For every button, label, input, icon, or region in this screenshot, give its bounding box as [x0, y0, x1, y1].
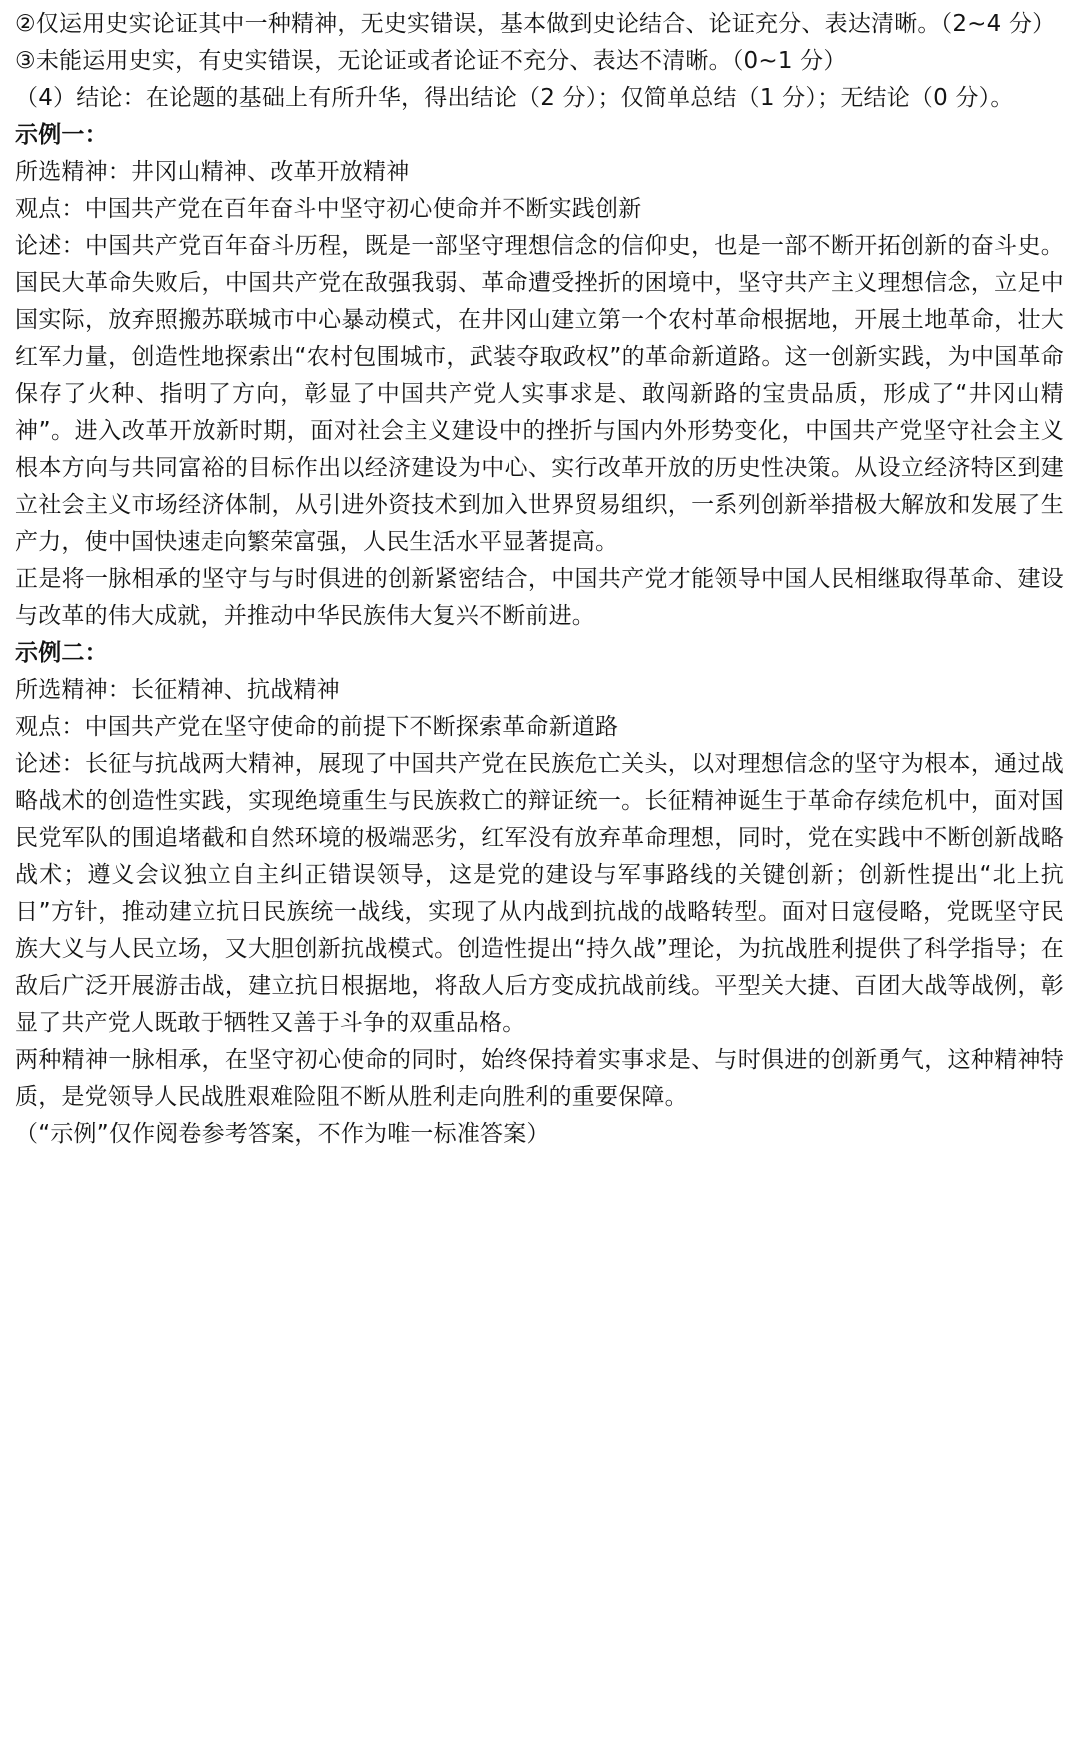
footnote: （“示例”仅作阅卷参考答案，不作为唯一标准答案）: [15, 1121, 550, 1147]
example-2-argument: 论述：长征与抗战两大精神，展现了中国共产党在民族危亡关头，以对理想信念的坚守为根本，通过战略战术的创造性实践，实现绝境重生与民族救亡的辩证统一。长征精神诞生于革命存续危机中，面对国民党军队的围追堵截和自然环境的极端恶劣，红军没有放弃革命理想，同时，党在实践中不断创新战略战术；遵义会议独立自主纠正错误领导，这是党的建设与军事路线的关键创新；创新性提出“北上抗日”方针，推动建立抗日民族统一战线，实现了从内战到抗战的战略转型。面对日寇侵略，党既坚守民族大义与人民立场，又大胆创新抗战模式。创造性提出“持久战”理论，为抗战胜利提供了科学指导；在敌后广泛开展游击战，建立抗日根据地，将敌人后方变成抗战前线。平型关大捷、百团大战等战例，彰显了共产党人既敢于牺牲又善于斗争的双重品格。: [15, 751, 1064, 1036]
example-2-spirits: 所选精神：长征精神、抗战精神: [15, 677, 340, 703]
scoring-criterion-4: （4）结论：在论题的基础上有所升华，得出结论（2 分）；仅简单总结（1 分）；无结论（0 分）。: [15, 85, 1014, 111]
example-1-heading: 示例一：: [15, 122, 108, 148]
scoring-criterion-2: ②仅运用史实论证其中一种精神，无史实错误，基本做到史论结合、论证充分、表达清晰。（2~4 分）: [15, 11, 1056, 37]
example-2-heading: 示例二：: [15, 640, 108, 666]
example-2-viewpoint: 观点：中国共产党在坚守使命的前提下不断探索革命新道路: [15, 714, 619, 740]
scoring-criterion-3: ③未能运用史实，有史实错误，无论证或者论证不充分、表达不清晰。（0~1 分）: [15, 48, 847, 74]
example-1-conclusion: 正是将一脉相承的坚守与与时俱进的创新紧密结合，中国共产党才能领导中国人民相继取得革命、建设与改革的伟大成就，并推动中华民族伟大复兴不断前进。: [15, 566, 1064, 629]
example-1-argument: 论述：中国共产党百年奋斗历程，既是一部坚守理想信念的信仰史，也是一部不断开拓创新的奋斗史。国民大革命失败后，中国共产党在敌强我弱、革命遭受挫折的困境中，坚守共产主义理想信念，立足中国实际，放弃照搬苏联城市中心暴动模式，在井冈山建立第一个农村革命根据地，开展土地革命，壮大红军力量，创造性地探索出“农村包围城市，武装夺取政权”的革命新道路。这一创新实践，为中国革命保存了火种、指明了方向，彰显了中国共产党人实事求是、敢闯新路的宝贵品质，形成了“井冈山精神”。进入改革开放新时期，面对社会主义建设中的挫折与国内外形势变化，中国共产党坚守社会主义根本方向与共同富裕的目标作出以经济建设为中心、实行改革开放的历史性决策。从设立经济特区到建立社会主义市场经济体制，从引进外资技术到加入世界贸易组织，一系列创新举措极大解放和发展了生产力，使中国快速走向繁荣富强，人民生活水平显著提高。: [15, 233, 1064, 555]
example-1-spirits: 所选精神：井冈山精神、改革开放精神: [15, 159, 410, 185]
example-1-viewpoint: 观点：中国共产党在百年奋斗中坚守初心使命并不断实践创新: [15, 196, 642, 222]
example-2-conclusion: 两种精神一脉相承，在坚守初心使命的同时，始终保持着实事求是、与时俱进的创新勇气，这种精神特质，是党领导人民战胜艰难险阻不断从胜利走向胜利的重要保障。: [15, 1047, 1064, 1110]
